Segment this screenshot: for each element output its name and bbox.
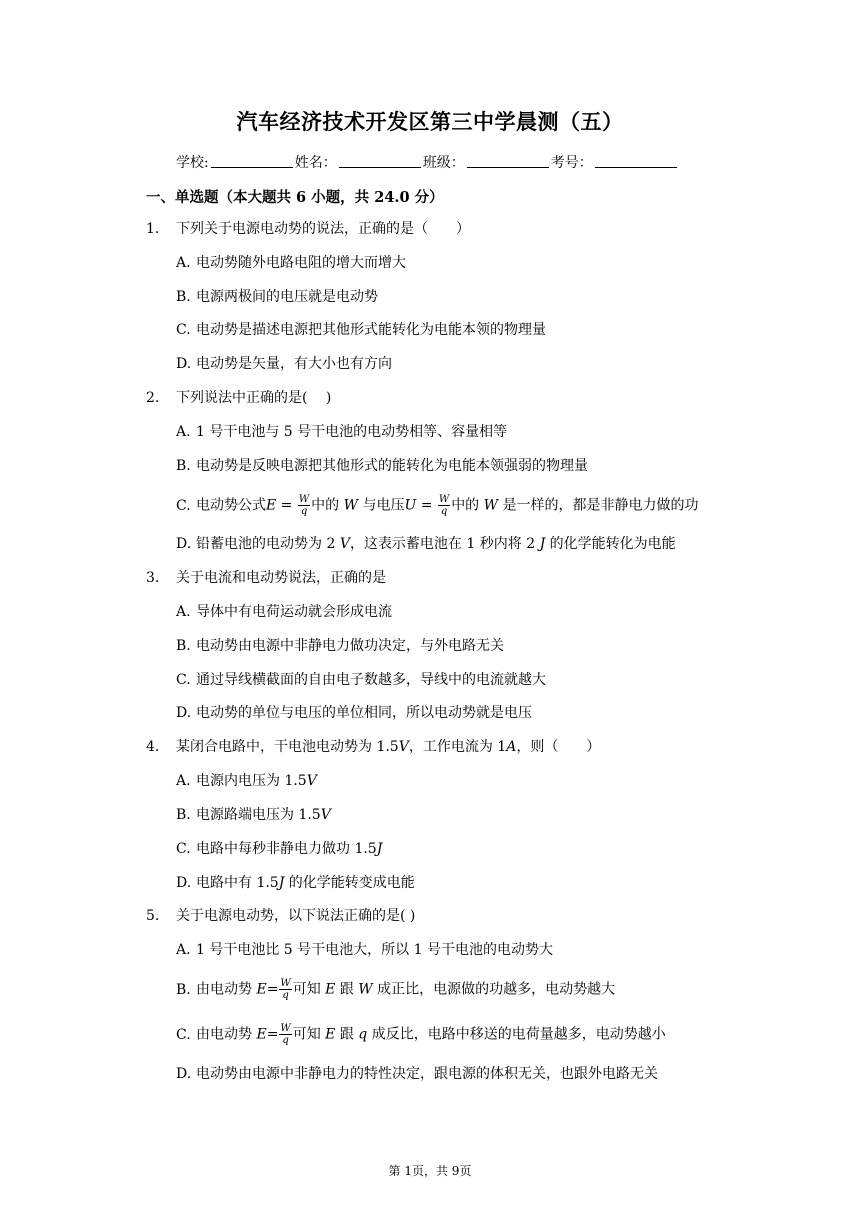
fraction-w-over-q: [279, 978, 291, 1001]
page-title: 汽车经济技术开发区第三中学晨测（五）: [236, 109, 624, 134]
question-number: 5.: [146, 908, 160, 924]
option-a: [176, 422, 507, 442]
symbol-e: E: [325, 981, 336, 998]
option-text: 跟: [335, 981, 359, 998]
page-footer: 第 1页，共 9页: [388, 1164, 472, 1178]
option-letter: D.: [176, 705, 192, 721]
option-d: [176, 354, 392, 374]
option-text: 电动势的单位与电压的单位相同，所以电动势就是电压: [196, 705, 532, 721]
equals-sign: =: [416, 497, 437, 514]
option-text: 电路中每秒非静电力做功 1.5: [196, 841, 377, 857]
option-text: 成反比，电路中移送的电荷量越多，电动势越小: [367, 1026, 666, 1043]
question-number: 3.: [146, 570, 160, 586]
unit-volt: V: [320, 807, 331, 823]
option-text: 电源两极间的电压就是电动势: [196, 289, 378, 305]
option-c: [176, 320, 546, 340]
equals-sign: =: [266, 981, 279, 998]
option-d: [176, 1064, 658, 1084]
question-stem: 下列关于电源电动势的说法，正确的是（ ）: [176, 221, 470, 237]
option-text: 由电动势: [196, 981, 257, 998]
option-b: [176, 978, 615, 1001]
option-text: 电路中有 1.5: [196, 875, 279, 891]
option-letter: D.: [176, 875, 192, 891]
fraction-denominator: q: [282, 990, 289, 1001]
fraction-w-over-q: [438, 494, 450, 517]
unit-joule: J: [539, 536, 546, 552]
option-letter: B.: [176, 458, 191, 474]
option-text: 与电压: [358, 497, 405, 514]
option-text: 的化学能转化为电能: [545, 536, 676, 552]
option-a: [176, 940, 553, 960]
unit-ampere: A: [506, 739, 517, 755]
option-d: [176, 703, 532, 723]
option-text: 是一样的，都是非静电力做的功: [498, 497, 699, 514]
symbol-e: E: [325, 1026, 336, 1043]
school-blank: [211, 155, 293, 168]
option-text: 电动势随外电路电阻的增大而增大: [196, 255, 406, 271]
unit-joule: J: [278, 875, 285, 891]
question-number: 1.: [146, 221, 160, 237]
option-letter: C.: [176, 1026, 191, 1043]
exam-number-blank: [595, 155, 677, 168]
option-c: [176, 494, 698, 517]
symbol-u: U: [404, 497, 417, 514]
option-text: 通过导线横截面的自由电子数越多，导线中的电流就越大: [196, 672, 546, 688]
option-text: 成正比，电源做的功越多，电动势越大: [372, 981, 616, 998]
unit-joule: J: [376, 841, 383, 857]
equals-sign: =: [276, 497, 297, 514]
option-letter: C.: [176, 497, 191, 514]
option-b: [176, 287, 378, 307]
option-text: 可知: [292, 1026, 326, 1043]
exam-number-label: 考号：: [550, 155, 593, 171]
question-number: 2.: [146, 390, 160, 406]
option-text: 电动势是矢量，有大小也有方向: [196, 356, 392, 372]
question-stem: [176, 737, 600, 757]
option-letter: B.: [176, 638, 191, 654]
option-text: 中的: [451, 497, 484, 514]
option-letter: B.: [176, 289, 191, 305]
option-d: [176, 873, 415, 893]
option-letter: A.: [176, 255, 191, 271]
option-letter: A.: [176, 773, 191, 789]
stem-text: 某闭合电路中，干电池电动势为 1.5: [176, 739, 399, 755]
fraction-numerator: W: [438, 494, 450, 505]
option-text: ，这表示蓄电池在 1 秒内将 2: [349, 536, 540, 552]
option-text: 中的: [311, 497, 344, 514]
option-c: [176, 1023, 666, 1046]
fraction-w-over-q: [279, 1023, 291, 1046]
symbol-w: W: [358, 981, 373, 998]
option-c: [176, 670, 546, 690]
option-b: [176, 636, 504, 656]
symbol-q: q: [358, 1026, 368, 1043]
option-letter: A.: [176, 942, 191, 958]
fraction-numerator: W: [280, 1023, 291, 1034]
option-text: 电源路端电压为 1.5: [196, 807, 321, 823]
option-a: [176, 771, 317, 791]
option-text: 由电动势: [196, 1026, 257, 1043]
option-letter: C.: [176, 322, 191, 338]
option-text: 跟: [335, 1026, 359, 1043]
option-text: 1 号干电池比 5 号干电池大，所以 1 号干电池的电动势大: [196, 942, 553, 958]
option-letter: D.: [176, 1066, 192, 1082]
option-letter: A.: [176, 604, 191, 620]
symbol-e: E: [266, 497, 277, 514]
option-letter: C.: [176, 672, 191, 688]
option-letter: B.: [176, 807, 191, 823]
symbol-e: E: [256, 981, 267, 998]
option-text: 电动势是反映电源把其他形式的能转化为电能本领强弱的物理量: [196, 458, 588, 474]
name-label: 姓名：: [294, 155, 337, 171]
unit-volt: V: [398, 739, 409, 755]
option-text: 电动势由电源中非静电力的特性决定，跟电源的体积无关，也跟外电路无关: [196, 1066, 658, 1082]
fraction-denominator: q: [282, 1035, 289, 1046]
option-b: [176, 805, 331, 825]
option-text: 导体中有电荷运动就会形成电流: [196, 604, 392, 620]
fraction-numerator: W: [298, 494, 310, 505]
student-info-line: [176, 152, 679, 172]
fraction-numerator: W: [280, 978, 291, 989]
option-text: 1 号干电池与 5 号干电池的电动势相等、容量相等: [196, 424, 508, 440]
option-letter: A.: [176, 424, 191, 440]
symbol-e: E: [256, 1026, 267, 1043]
school-label: 学校:: [176, 155, 209, 171]
option-letter: B.: [176, 981, 191, 998]
fraction-denominator: q: [300, 506, 308, 517]
stem-text: ，则（ ）: [516, 739, 601, 755]
option-text: 的化学能转变成电能: [284, 875, 415, 891]
option-text: 铅蓄电池的电动势为 2: [196, 536, 340, 552]
option-c: [176, 839, 382, 859]
equals-sign: =: [266, 1026, 279, 1043]
option-letter: C.: [176, 841, 191, 857]
unit-volt: V: [306, 773, 317, 789]
fraction-w-over-q: [298, 494, 310, 517]
class-blank: [467, 155, 549, 168]
option-text: 电动势是描述电源把其他形式能转化为电能本领的物理量: [196, 322, 546, 338]
option-letter: D.: [176, 356, 192, 372]
option-text: 可知: [292, 981, 326, 998]
option-d: [176, 534, 676, 554]
option-b: [176, 456, 588, 476]
question-stem: 关于电流和电动势说法，正确的是: [176, 570, 386, 586]
class-label: 班级：: [422, 155, 465, 171]
option-text: 电源内电压为 1.5: [196, 773, 307, 789]
option-text: 电动势由电源中非静电力做功决定，与外电路无关: [196, 638, 504, 654]
unit-volt: V: [339, 536, 350, 552]
option-text: 电动势公式: [196, 497, 266, 514]
section-heading: 一、单选题（本大题共 6 小题，共 24.0 分）: [146, 189, 444, 206]
symbol-w: W: [343, 497, 358, 514]
option-a: [176, 253, 406, 273]
question-number: 4.: [146, 739, 160, 755]
symbol-w: W: [483, 497, 499, 514]
question-stem: 下列说法中正确的是( ): [176, 390, 332, 406]
question-stem: 关于电源电动势，以下说法正确的是( ): [176, 908, 416, 924]
option-letter: D.: [176, 536, 192, 552]
option-a: [176, 602, 392, 622]
fraction-denominator: q: [440, 506, 448, 517]
name-blank: [339, 155, 421, 168]
stem-text: ，工作电流为 1: [408, 739, 507, 755]
